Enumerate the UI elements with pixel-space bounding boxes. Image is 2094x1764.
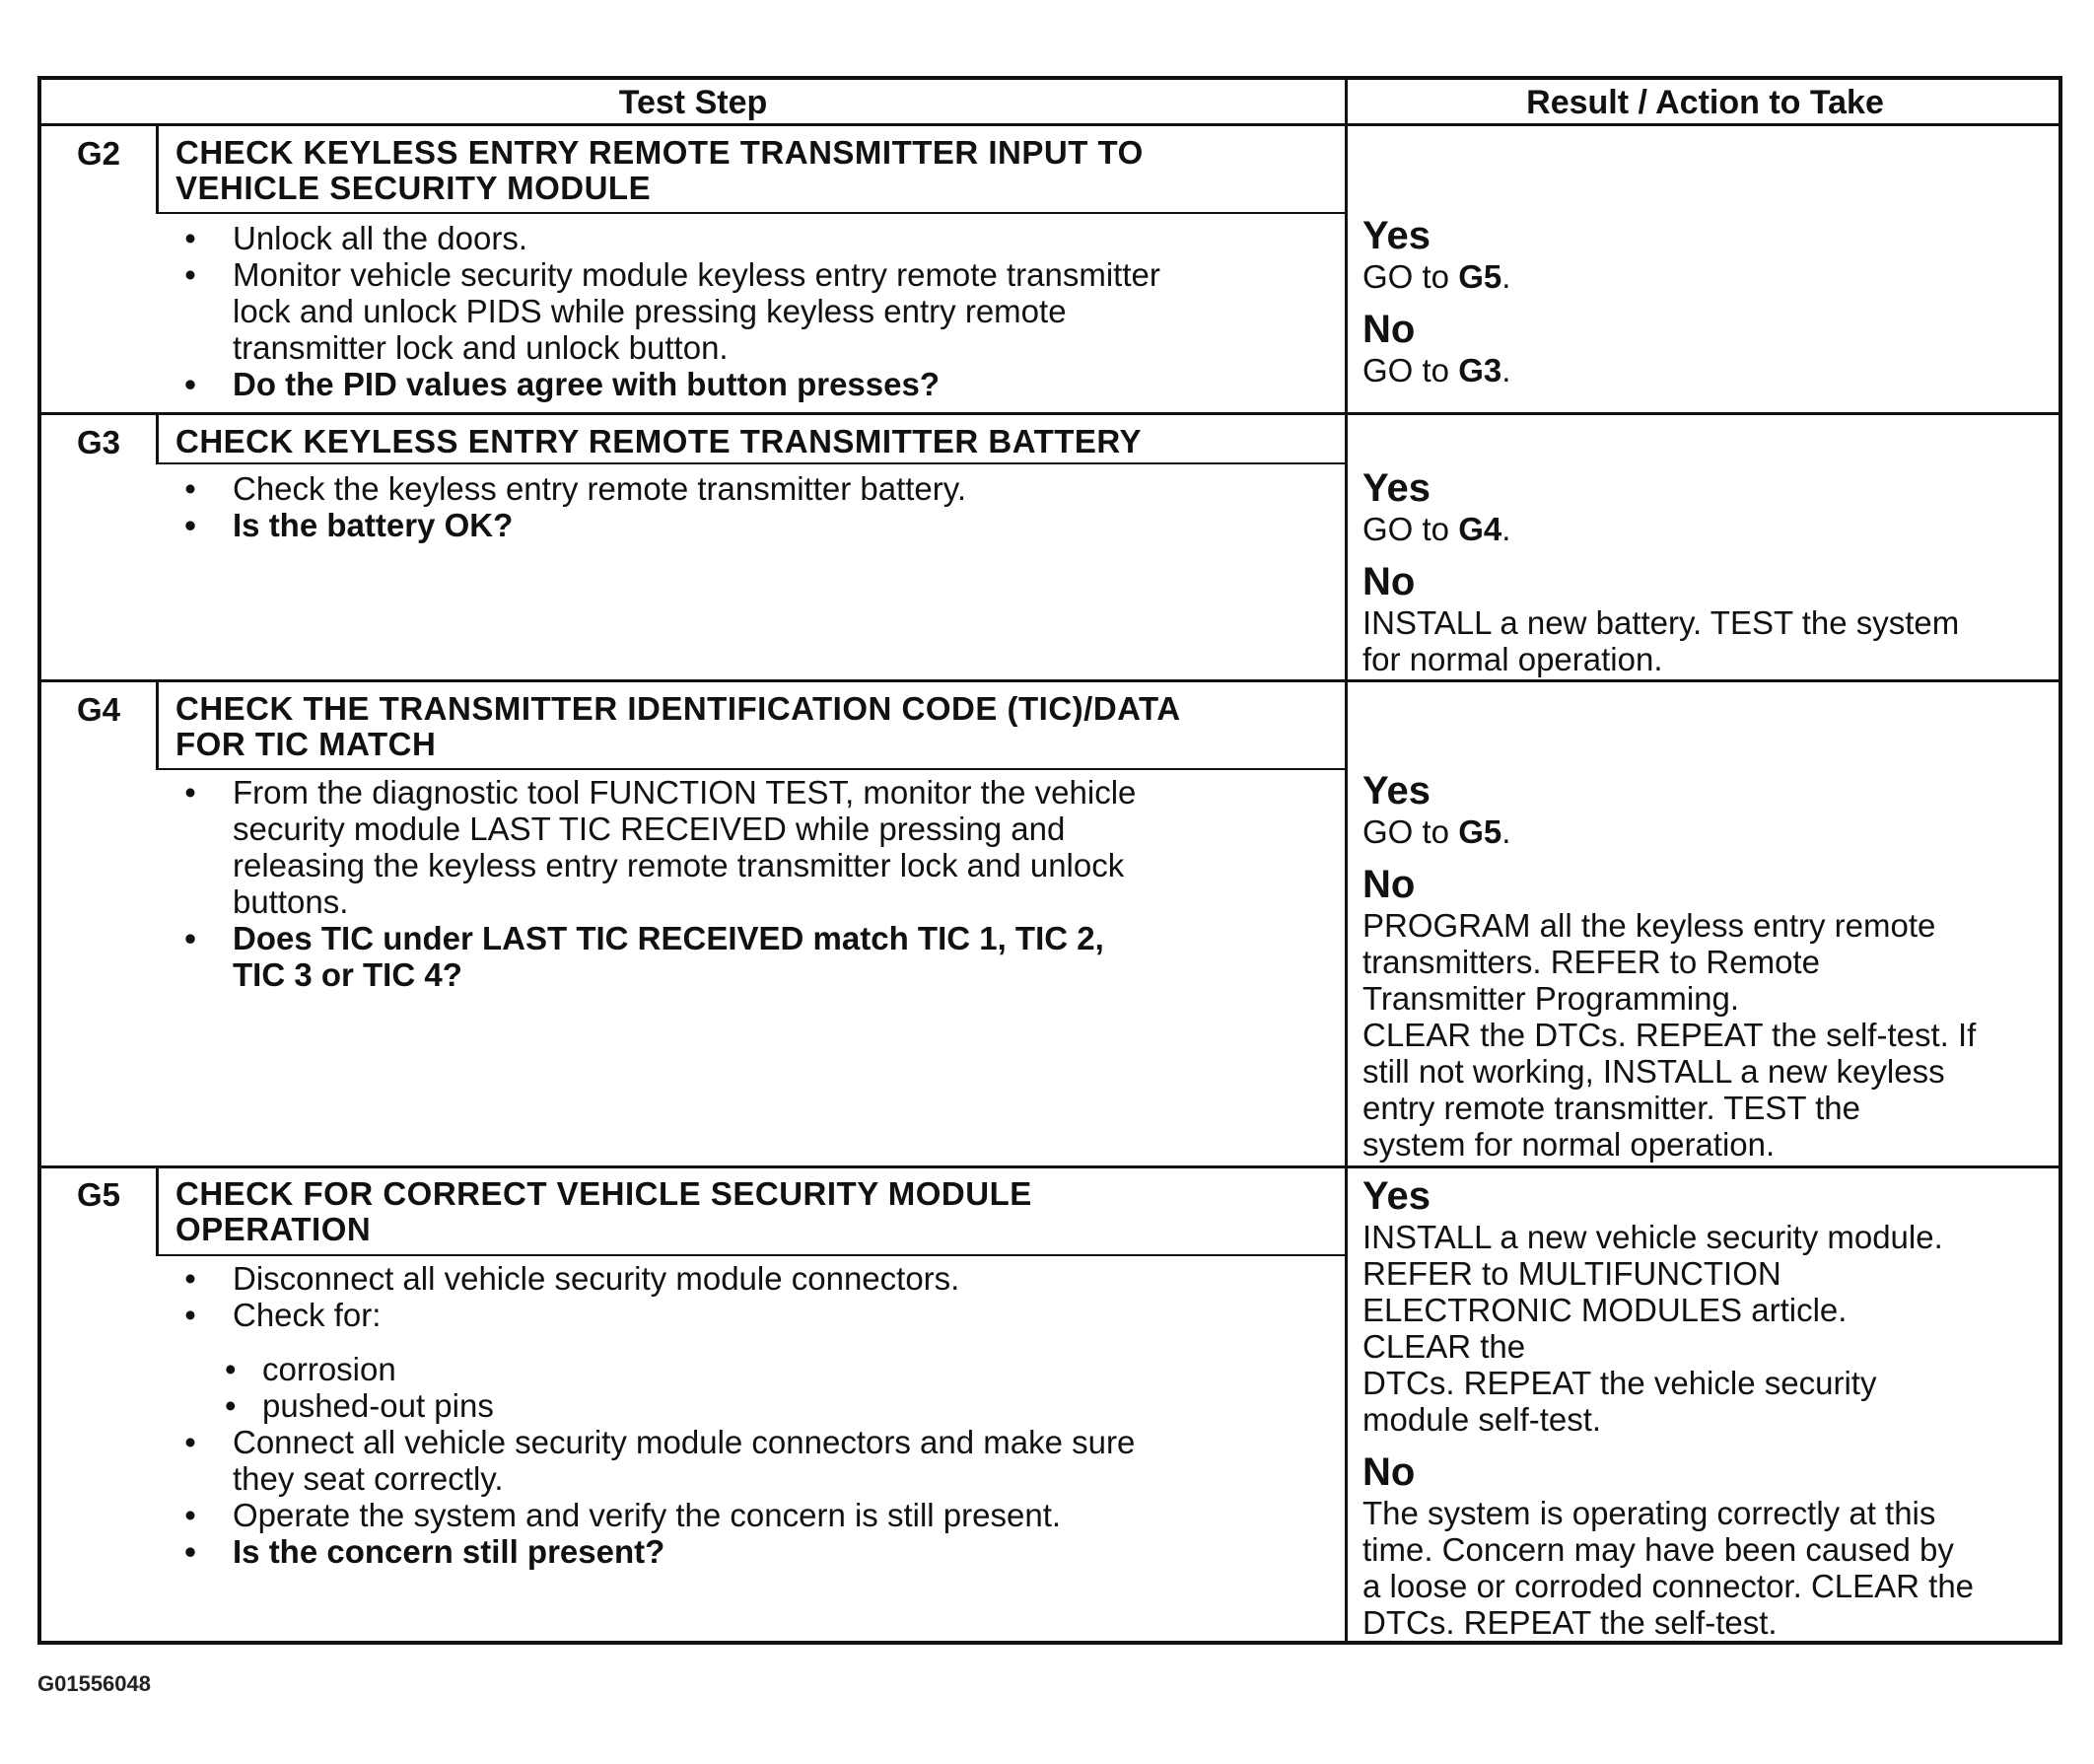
bullet-item [175,774,1136,811]
bullet-icon: • [184,1424,196,1460]
step-title [175,135,1144,206]
step-bullets [175,774,1136,993]
bullet-item [175,1424,1135,1460]
step-id-divider [156,415,159,464]
bullet-question [175,920,1136,956]
bullet-text: they seat correctly. [233,1460,504,1497]
step-title [175,1176,1032,1247]
bullet-text: Does TIC under LAST TIC RECEIVED match TIC 1, TIC 2, [233,920,1104,956]
no-action-line: DTCs. REPEAT the self-test. [1362,1604,1778,1641]
bullet-question [175,1533,1135,1570]
step-result [1362,213,1510,388]
step-title-line: CHECK THE TRANSMITTER IDENTIFICATION CODE (TIC)/DATA [175,690,1181,727]
sub-bullet-item [175,1387,1135,1424]
bullet-icon: • [184,1297,196,1333]
title-divider [156,212,1345,214]
bullet-continuation [175,329,1160,366]
bullet-icon: • [184,1497,196,1533]
column-divider [1345,80,1348,1645]
step-id-divider [156,126,159,214]
header-test-step: Test Step [618,84,768,121]
step-title-line: CHECK KEYLESS ENTRY REMOTE TRANSMITTER INPUT TO [175,134,1144,171]
step-bullets [175,470,966,543]
bullet-icon: • [184,220,196,256]
step-result [1362,465,1959,677]
step-title-line: CHECK KEYLESS ENTRY REMOTE TRANSMITTER BATTERY [175,423,1143,459]
yes-action-line: INSTALL a new vehicle security module. [1362,1219,1943,1255]
bullet-question [175,366,1160,402]
no-action-line: a loose or corroded connector. CLEAR the [1362,1568,1975,1604]
bullet-icon: • [184,470,196,507]
row-divider [41,1165,2062,1168]
no-label: No [1362,308,1416,351]
no-label: No [1362,863,1416,906]
no-action-line: still not working, INSTALL a new keyless [1362,1053,1945,1090]
no-action-line: PROGRAM all the keyless entry remote [1362,907,1936,944]
yes-action-line: DTCs. REPEAT the vehicle security [1362,1365,1877,1401]
bullet-continuation [175,1460,1135,1497]
title-divider [156,1254,1345,1256]
bullet-icon: • [184,774,196,811]
yes-action-line: REFER to MULTIFUNCTION [1362,1255,1781,1292]
no-action-line: Transmitter Programming. [1362,980,1740,1017]
bullet-text: Connect all vehicle security module connectors and make sure [233,1424,1136,1460]
bullet-text: Check the keyless entry remote transmitter battery. [233,470,966,507]
step-id-divider [156,682,159,770]
step-title [175,691,1181,762]
header-result-action: Result / Action to Take [1526,84,1884,121]
bullet-question [175,507,966,543]
bullet-text: Disconnect all vehicle security module connectors. [233,1260,960,1297]
no-action-line: time. Concern may have been caused by [1362,1531,1954,1568]
bullet-text: Is the concern still present? [233,1533,665,1570]
bullet-text: Unlock all the doors. [233,220,527,256]
bullet-icon: • [184,366,196,402]
step-id: G4 [76,691,121,728]
yes-label: Yes [1362,466,1431,510]
yes-label: Yes [1362,214,1431,257]
yes-action-line: module self-test. [1362,1401,1602,1438]
step-bullets [175,1260,1135,1570]
no-action-line: system for normal operation. [1362,1126,1776,1163]
bullet-text: TIC 3 or TIC 4? [233,956,462,993]
no-label: No [1362,1450,1416,1494]
bullet-text: lock and unlock PIDS while pressing keyless entry remote [233,293,1067,329]
figure-id: G01556048 [37,1671,151,1696]
diagnostic-table [37,76,2062,1645]
bullet-text: From the diagnostic tool FUNCTION TEST, monitor the vehicle [233,774,1137,811]
bullet-icon: • [184,1260,196,1297]
step-bullets [175,220,1160,402]
bullet-icon: • [184,920,196,956]
bullet-continuation [175,883,1136,920]
title-divider [156,768,1345,770]
row-divider [41,412,2062,415]
sub-bullet-item [175,1351,1135,1387]
no-action-line: transmitters. REFER to Remote [1362,944,1820,980]
no-target: G3 [1458,352,1502,388]
bullet-item [175,220,1160,256]
step-title-line: CHECK FOR CORRECT VEHICLE SECURITY MODULE [175,1175,1032,1212]
step-title-line: VEHICLE SECURITY MODULE [175,170,652,206]
row-divider [41,679,2062,682]
bullet-icon: • [184,1533,196,1570]
step-id: G5 [76,1176,121,1213]
no-action-line: for normal operation. [1362,641,1663,677]
no-action-line: INSTALL a new battery. TEST the system [1362,604,1960,641]
bullet-icon: • [184,507,196,543]
bullet-continuation [175,847,1136,883]
bullet-continuation [175,956,1136,993]
yes-label: Yes [1362,1174,1431,1218]
bullet-text: releasing the keyless entry remote transmitter lock and unlock [233,847,1125,883]
step-title-line: FOR TIC MATCH [175,726,437,762]
yes-target: G5 [1458,258,1502,295]
bullet-text: transmitter lock and unlock button. [233,329,729,366]
no-action: GO to G3. [1362,352,1511,388]
bullet-icon: • [184,256,196,293]
step-result [1362,768,1976,1163]
step-result [1362,1173,1974,1641]
yes-target: G4 [1458,511,1502,547]
bullet-text: pushed-out pins [262,1387,494,1424]
yes-action: GO to G5. [1362,813,1511,850]
bullet-text: corrosion [262,1351,396,1387]
no-label: No [1362,560,1416,603]
yes-label: Yes [1362,769,1431,812]
bullet-text: Check for: [233,1297,382,1333]
title-divider [156,462,1345,464]
yes-action: GO to G5. [1362,258,1511,295]
step-id-divider [156,1168,159,1256]
yes-action-line: ELECTRONIC MODULES article. [1362,1292,1848,1328]
step-title-line: OPERATION [175,1211,372,1247]
bullet-text: Is the battery OK? [233,507,514,543]
yes-action-line: CLEAR the [1362,1328,1526,1365]
bullet-text: buttons. [233,883,349,920]
bullet-item [175,1260,1135,1297]
header-divider [41,123,2062,126]
bullet-item [175,1497,1135,1533]
bullet-continuation [175,811,1136,847]
bullet-item [175,470,966,507]
no-action-line: CLEAR the DTCs. REPEAT the self-test. If [1362,1017,1977,1053]
bullet-text: security module LAST TIC RECEIVED while pressing and [233,811,1066,847]
bullet-icon: • [225,1387,237,1424]
yes-action: GO to G4. [1362,511,1511,547]
step-id: G3 [76,424,121,460]
bullet-text: Monitor vehicle security module keyless entry remote transmitter [233,256,1160,293]
bullet-item [175,1297,1135,1333]
bullet-item [175,256,1160,293]
step-title [175,424,1142,459]
yes-target: G5 [1458,813,1502,850]
bullet-continuation [175,293,1160,329]
no-action-line: The system is operating correctly at this [1362,1495,1936,1531]
step-id: G2 [76,135,121,172]
no-action-line: entry remote transmitter. TEST the [1362,1090,1860,1126]
bullet-icon: • [225,1351,237,1387]
bullet-text: Do the PID values agree with button presses? [233,366,940,402]
bullet-text: Operate the system and verify the concern is still present. [233,1497,1062,1533]
